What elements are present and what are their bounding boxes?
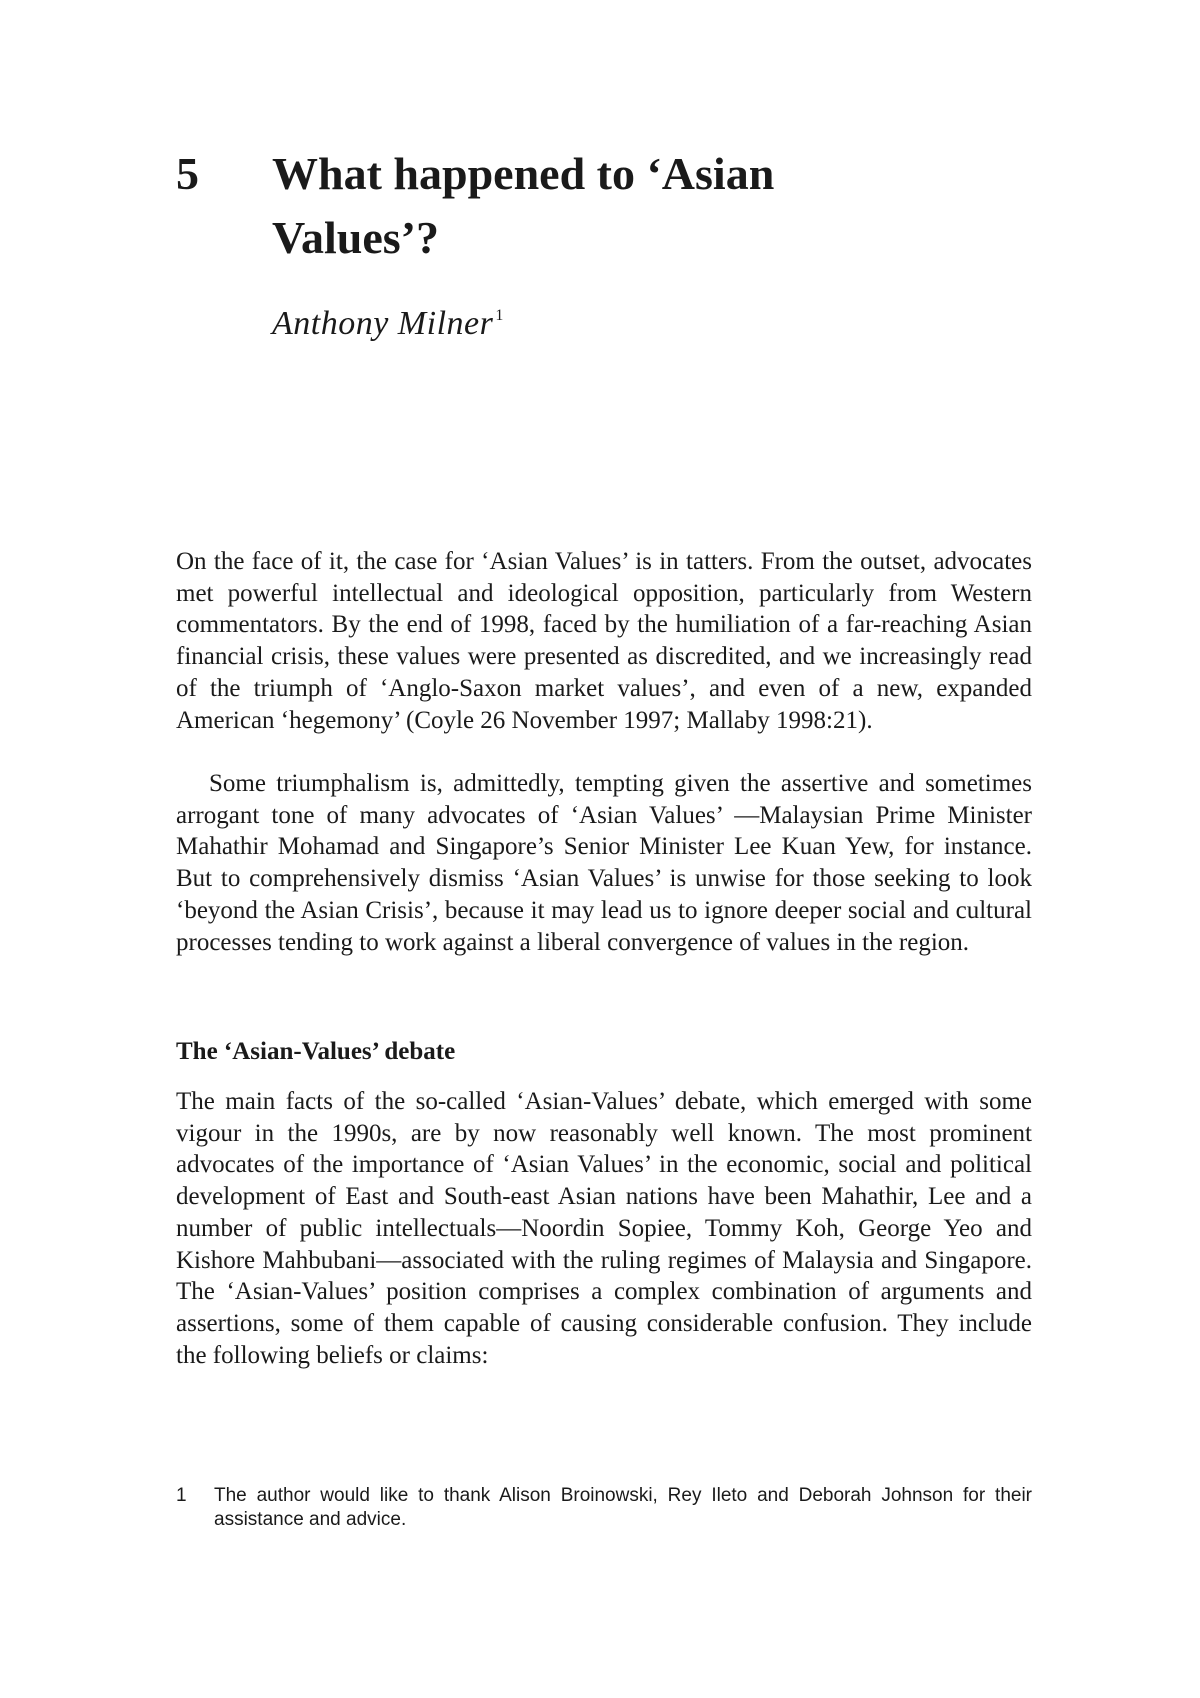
author-footnote-marker[interactable]: 1 xyxy=(495,307,504,324)
body-paragraph-2: Some triumphalism is, admittedly, tempting given the assertive and sometimes arrogant tone of many advocates of ‘Asian Values’ —Malaysian Prime Minister Mahathir Mohamad and Singapore’s Senior Minister Lee Kuan Yew, for instance. But to comprehensively dismiss ‘Asian Values’ is unwise for those seeking to look ‘beyond the Asian Crisis’, because it may lead us to ignore deeper social and cultural processes tending to work against a liberal convergence of values in the region. xyxy=(176,770,1032,956)
chapter-number: 5 xyxy=(176,148,199,199)
chapter-author xyxy=(272,294,504,346)
section-heading: The ‘Asian-Values’ debate xyxy=(176,1038,456,1065)
footnote xyxy=(176,1484,1032,1532)
body-paragraph-3: The main facts of the so-called ‘Asian-Values’ debate, which emerged with some vigour in the 1990s, are by now reasonably well known. The most prominent advocates of the importance of ‘Asian Values’ in the economic, social and political development of East and South-east Asian nations have been Mahathir, Lee and a number of public intellectuals—Noordin Sopiee, Tommy Koh, George Yeo and Kishore Mahbubani—associated with the ruling regimes of Malaysia and Singapore. The ‘Asian-Values’ position comprises a complex combination of arguments and assertions, some of them capable of causing considerable confusion. They include the following beliefs or claims: xyxy=(176,1088,1032,1369)
body-paragraph-1: On the face of it, the case for ‘Asian Values’ is in tatters. From the outset, advocates met powerful intellectual and ideological opposition, particularly from Western commentators. By the end of 1998, faced by the humiliation of a far-reaching Asian financial crisis, these values were presented as discredited, and we increasingly read of the triumph of ‘Anglo-Saxon market values’, and even of a new, expanded American ‘hegemony’ (Coyle 26 November 1997; Mallaby 1998:21). xyxy=(176,548,1032,734)
chapter-title: What happened to ‘Asian Values’? xyxy=(272,148,775,263)
author-name: Anthony Milner xyxy=(272,305,494,342)
footnote-marker: 1 xyxy=(176,1485,187,1506)
footnote-text: The author would like to thank Alison Broinowski, Rey Ileto and Deborah Johnson for their assistance and advice. xyxy=(214,1485,1032,1530)
